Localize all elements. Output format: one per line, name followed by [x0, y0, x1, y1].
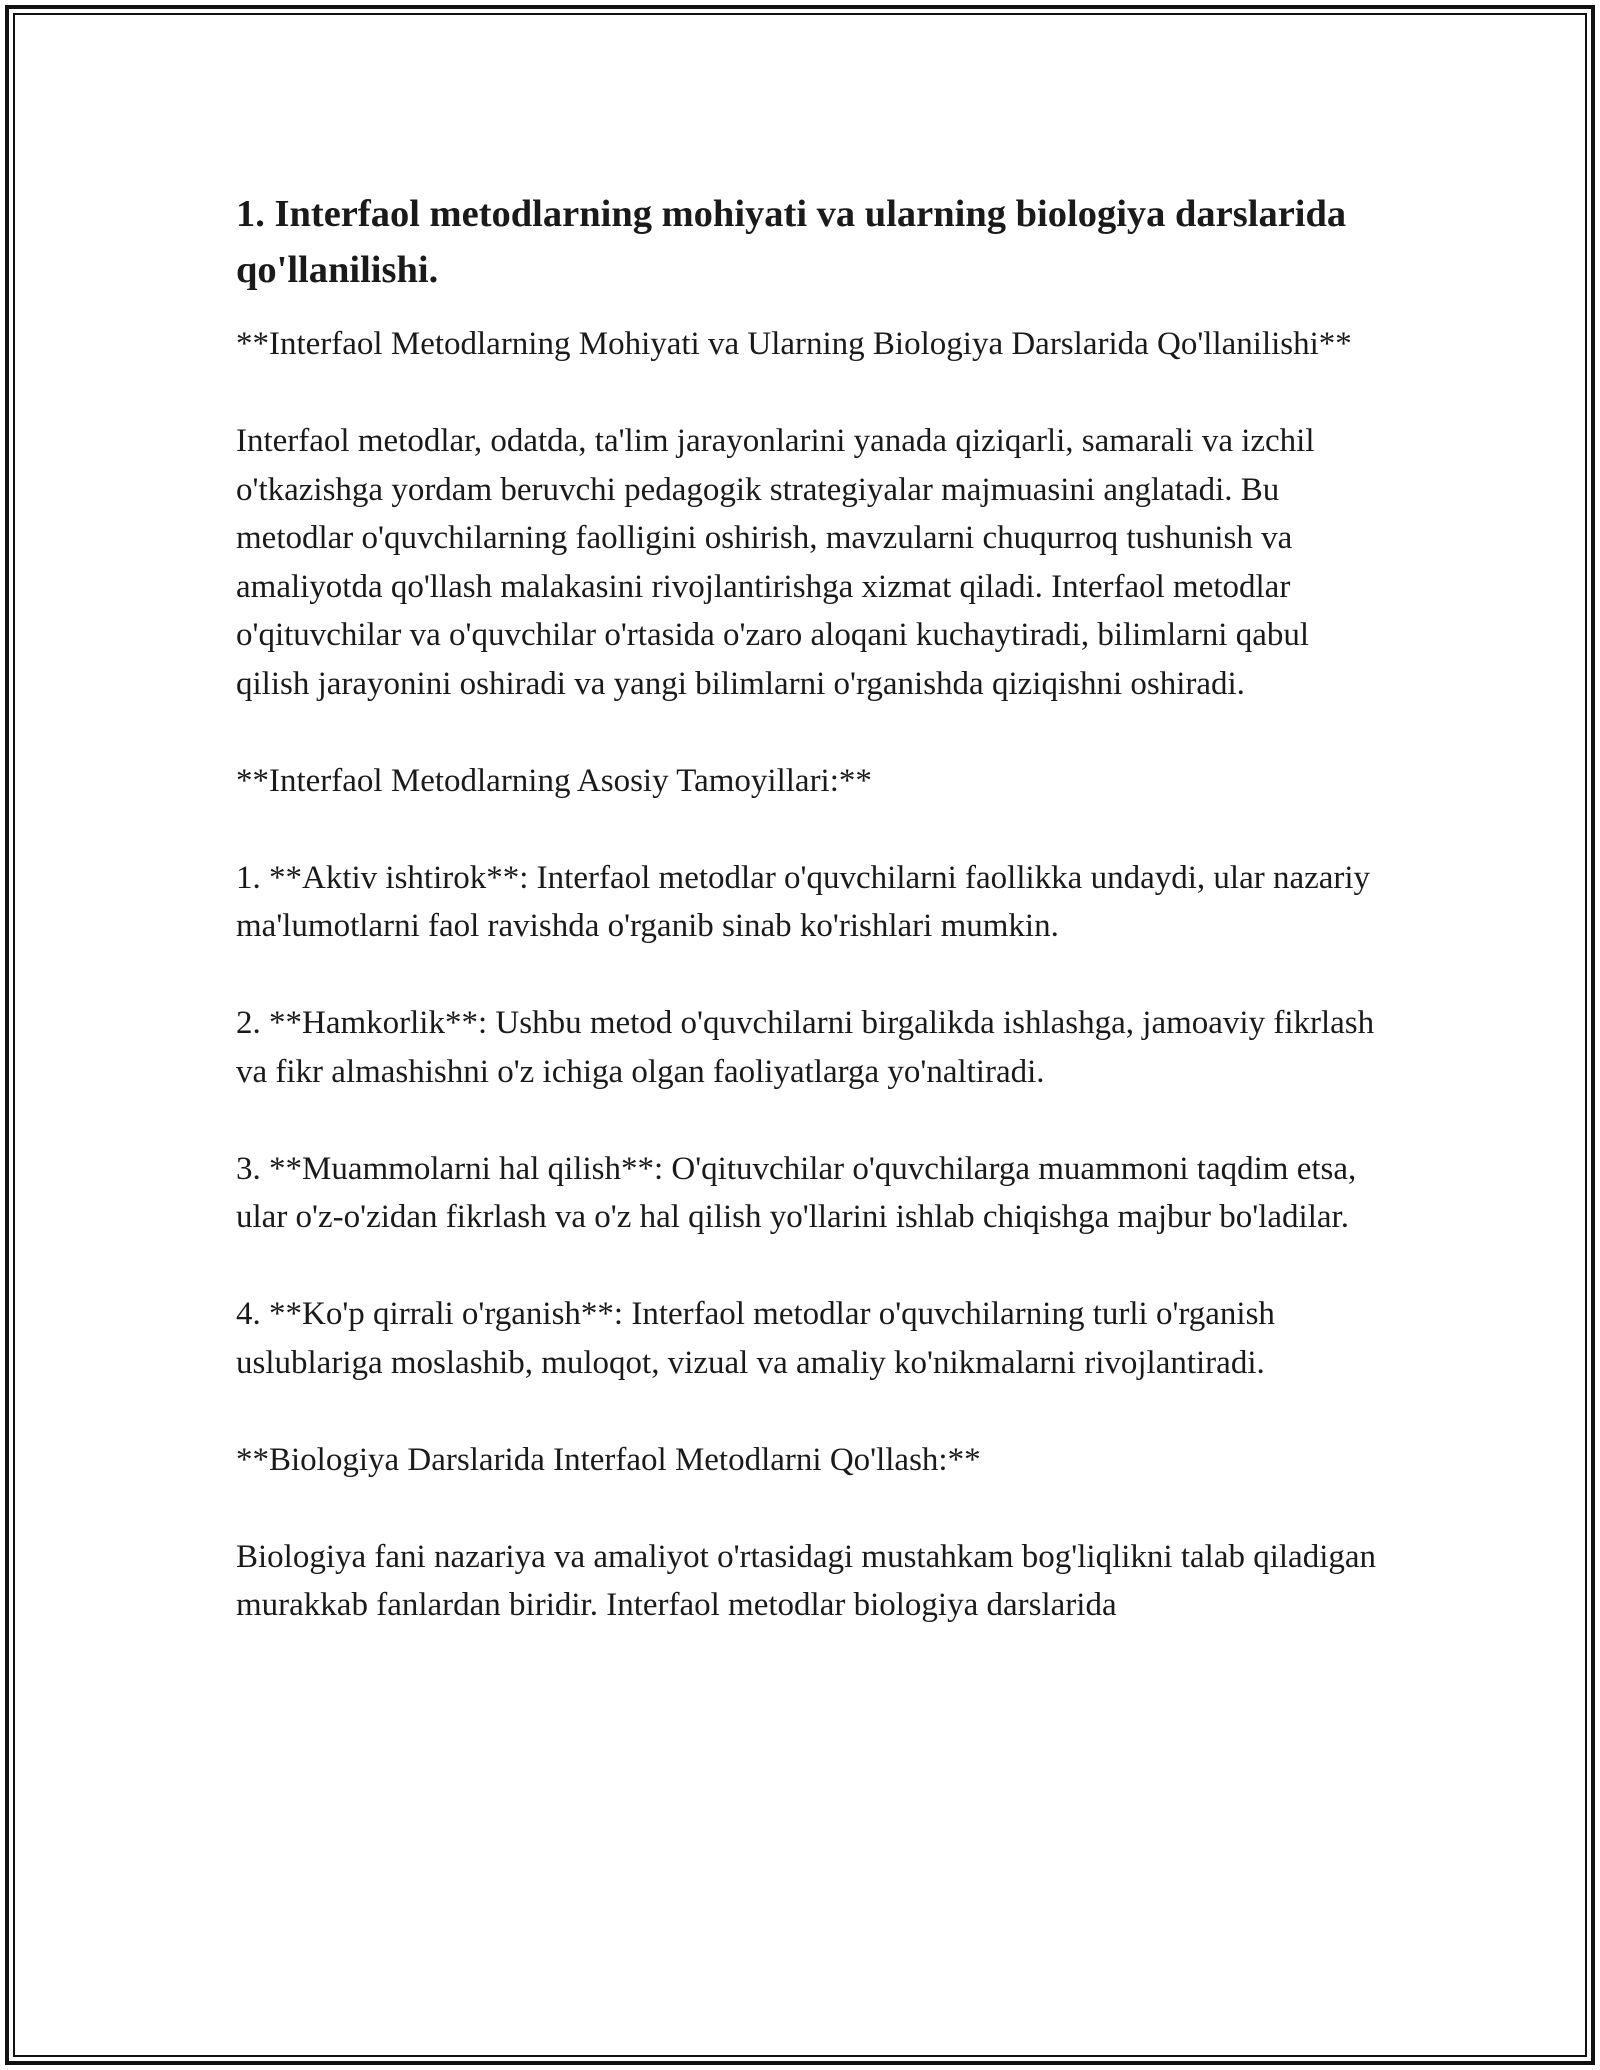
application-paragraph: Biologiya fani nazariya va amaliyot o'rtasidagi mustahkam bog'liqlikni talab qiladigan murakkab fanlardan biridir. Interfaol metodlar biologiya darslarida	[236, 1538, 1377, 1623]
principle-item-2: 2. **Hamkorlik**: Ushbu metod o'quvchilarni birgalikda ishlashga, jamoaviy fikrlash va fikr almashishni o'z ichiga olgan faoliyatlarga yo'naltiradi.	[236, 1005, 1375, 1090]
document-heading: 1. Interfaol metodlarning mohiyati va ularning biologiya darslarida qo'llanilishi.	[236, 193, 1347, 291]
document-body	[236, 186, 1376, 1630]
section-title: **Interfaol Metodlarning Mohiyati va Ularning Biologiya Darslarida Qo'llanilishi**	[236, 326, 1352, 362]
principles-title: **Interfaol Metodlarning Asosiy Tamoyillari:**	[236, 762, 872, 799]
application-title: **Biologiya Darslarida Interfaol Metodlarni Qo'llash:**	[236, 1441, 981, 1478]
principle-item-4: 4. **Ko'p qirrali o'rganish**: Interfaol metodlar o'quvchilarning turli o'rganish uslublariga moslashib, muloqot, vizual va amaliy ko'nikmalarni rivojlantiradi.	[236, 1296, 1275, 1381]
principle-item-3: 3. **Muammolarni hal qilish**: O'qituvchilar o'quvchilarga muammoni taqdim etsa, ular o'z-o'zidan fikrlash va o'z hal qilish yo'llarini ishlab chiqishga majbur bo'ladilar.	[236, 1150, 1357, 1235]
intro-paragraph: Interfaol metodlar, odatda, ta'lim jarayonlarini yanada qiziqarli, samarali va izchil o'tkazishga yordam beruvchi pedagogik strategiyalar majmuasini anglatadi. Bu metodlar o'quvchilarning faolligini oshirish, mavzularni chuqurroq tushunish va amaliyotda qo'llash malakasini rivojlantirishga xizmat qiladi. Interfaol metodlar o'qituvchilar va o'quvchilar o'rtasida o'zaro aloqani kuchaytiradi, bilimlarni qabul qilish jarayonini oshiradi va yangi bilimlarni o'rganishda qiziqishni oshiradi.	[236, 423, 1315, 702]
principle-item-1: 1. **Aktiv ishtirok**: Interfaol metodlar o'quvchilarni faollikka undaydi, ular nazariy ma'lumotlarni faol ravishda o'rganib sinab ko'rishlari mumkin.	[236, 859, 1371, 944]
